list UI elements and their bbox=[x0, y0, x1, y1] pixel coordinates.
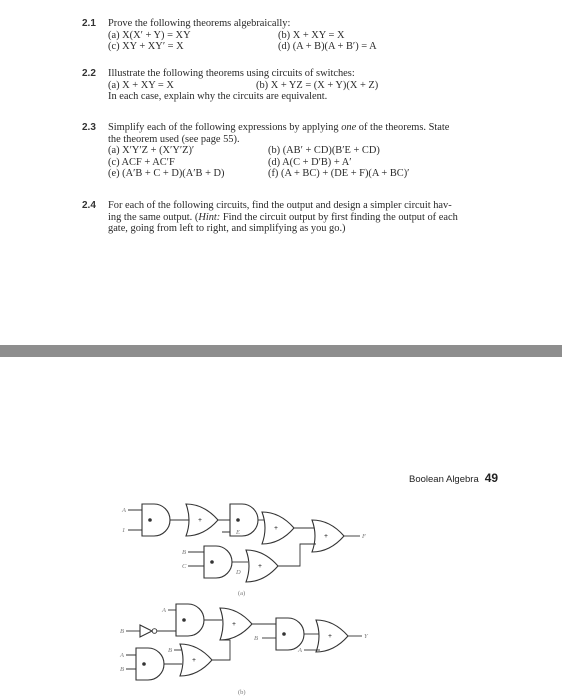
problem-number: 2.1 bbox=[82, 18, 96, 29]
caption-b: (b) bbox=[238, 689, 246, 696]
problem-line-3: gate, going from left to right, and simplifying as you go.) bbox=[108, 223, 346, 234]
caption-a: (a) bbox=[238, 590, 246, 597]
label-b-lower: B bbox=[168, 647, 172, 654]
part-a: (a) X′Y′Z + (X′Y′Z)′ bbox=[108, 145, 195, 156]
problem-number: 2.3 bbox=[82, 122, 96, 133]
or-symbol: + bbox=[324, 532, 328, 540]
label-b-mid: B bbox=[254, 635, 258, 642]
or-symbol: + bbox=[274, 524, 278, 532]
or-symbol: + bbox=[232, 620, 236, 628]
problem-note: In each case, explain why the circuits are equivalent. bbox=[108, 91, 328, 102]
or-gate bbox=[316, 620, 348, 652]
output-label-y: Y bbox=[364, 633, 368, 640]
input-label-b-bottom: B bbox=[120, 666, 124, 673]
wire bbox=[218, 520, 230, 532]
problem-line-2: ing the same output. (Hint: Find the circuit output by first finding the output of each bbox=[108, 211, 458, 223]
input-label-c: C bbox=[182, 563, 187, 570]
part-a: (a) X(X′ + Y) = XY bbox=[108, 29, 191, 41]
and-dot bbox=[282, 632, 286, 636]
problem-intro: Simplify each of the following expressions by applying one of the theorems. State bbox=[108, 122, 450, 133]
problem-intro: Illustrate the following theorems using circuits of switches: bbox=[108, 68, 355, 79]
or-gate bbox=[186, 504, 218, 536]
part-d: (d) (A + B)(A + B′) = A bbox=[278, 41, 377, 52]
or-gate bbox=[180, 644, 212, 676]
or-gate bbox=[246, 550, 278, 582]
or-symbol: + bbox=[198, 516, 202, 524]
problem-line-1: For each of the following circuits, find the output and design a simpler circuit hav- bbox=[108, 200, 452, 211]
or-symbol: + bbox=[192, 656, 196, 664]
not-gate bbox=[140, 625, 152, 637]
part-f: (f) (A + BC) + (DE + F)(A + BC)′ bbox=[268, 168, 410, 179]
input-label-a: A bbox=[122, 507, 126, 514]
and-gate bbox=[204, 546, 232, 578]
input-label-b: B bbox=[182, 549, 186, 556]
problem-number: 2.2 bbox=[82, 68, 96, 79]
and-dot bbox=[142, 662, 146, 666]
wire bbox=[278, 544, 316, 566]
label-e: E bbox=[236, 529, 240, 536]
circuit-b bbox=[119, 604, 369, 696]
and-gate bbox=[136, 648, 164, 680]
and-gate bbox=[230, 504, 258, 536]
part-b: (b) (AB′ + CD)(B′E + CD) bbox=[268, 145, 380, 156]
wire bbox=[188, 552, 204, 566]
problem-number: 2.4 bbox=[82, 200, 96, 211]
part-b: (b) X + YZ = (X + Y)(X + Z) bbox=[256, 79, 379, 91]
and-dot bbox=[182, 618, 186, 622]
chapter-title: Boolean Algebra bbox=[409, 474, 479, 485]
wire bbox=[126, 655, 136, 669]
and-dot bbox=[236, 518, 240, 522]
part-c: (c) XY + XY′ = X bbox=[108, 41, 184, 52]
part-c: (c) ACF + AC′F bbox=[108, 156, 175, 168]
part-a: (a) X + XY = X bbox=[108, 79, 174, 91]
label-d: D bbox=[236, 569, 241, 576]
or-symbol: + bbox=[328, 632, 332, 640]
page-number: 49 bbox=[484, 471, 499, 485]
circuit-a bbox=[121, 504, 367, 597]
or-gate bbox=[312, 520, 344, 552]
and-gate bbox=[276, 618, 304, 650]
part-d: (d) A(C + D′B) + A′ bbox=[268, 156, 352, 168]
wire bbox=[128, 510, 142, 530]
or-gate bbox=[262, 512, 294, 544]
input-label-b-top: B bbox=[120, 628, 124, 635]
input-label-a: A bbox=[120, 652, 124, 659]
and-gate bbox=[176, 604, 204, 636]
output-label-f: F bbox=[362, 533, 366, 540]
label-a-bottom: A bbox=[298, 647, 302, 654]
and-dot bbox=[148, 518, 152, 522]
or-symbol: + bbox=[258, 562, 262, 570]
label-a-top: A bbox=[162, 607, 166, 614]
part-e: (e) (A′B + C + D)(A′B + D) bbox=[108, 168, 225, 179]
wire bbox=[212, 640, 230, 660]
or-gate bbox=[220, 608, 252, 640]
input-label-1: 1 bbox=[122, 527, 126, 534]
problem-intro: Prove the following theorems algebraically: bbox=[108, 18, 291, 29]
problem-intro-2: the theorem used (see page 55). bbox=[108, 133, 240, 145]
part-b: (b) X + XY = X bbox=[278, 29, 345, 41]
and-dot bbox=[210, 560, 214, 564]
inverter-bubble bbox=[152, 629, 157, 634]
and-gate bbox=[142, 504, 170, 536]
